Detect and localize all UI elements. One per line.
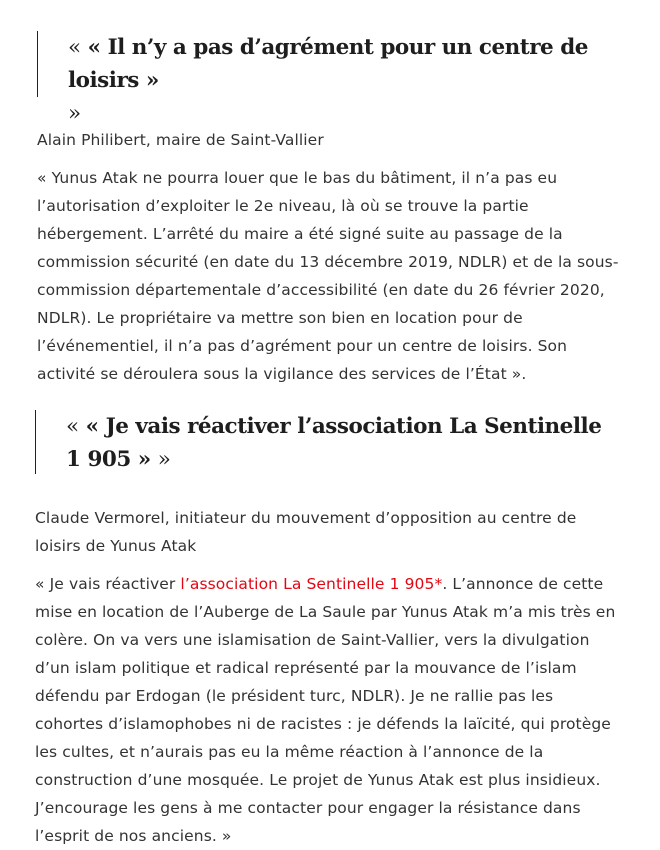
paragraph-1: « Yunus Atak ne pourra louer que le bas du bâtiment, il n’a pas eu l’autorisation d’exploiter le 2e niveau, là où se trouve la partie hébergement. L’arrêté du maire a été signé suite au passage de la commission sécurité (en date du 13 décembre 2019, NDLR) et de la sous-commission départementale d’accessibilité (en date du 26 février 2020, NDLR). Le propriétaire va mettre son bien en location pour de l’événementiel, il n’a pas d’agrément pour un centre de loisirs. Son activité se déroulera sous la vigilance des services de l’État ». [37, 169, 619, 383]
paragraph-2-lead: « Je vais réactiver [35, 575, 181, 593]
attribution-1: Alain Philibert, maire de Saint-Vallier [37, 131, 324, 149]
pullquote-2 [35, 410, 621, 474]
pullquote-1-open-mark: « [68, 35, 81, 60]
pullquote-2-close-mark: » [157, 447, 171, 472]
pullquote-1-headline: « Il n’y a pas d’agrément pour un centre de loisirs » [68, 35, 588, 93]
sentinelle-association-link[interactable]: l’association La Sentinelle 1 905* [180, 575, 443, 593]
paragraph-2 [35, 570, 625, 850]
attribution-2: Claude Vermorel, initiateur du mouvement d’opposition au centre de loisirs de Yunus Atak [35, 509, 577, 555]
pullquote-2-headline-line1: « Je vais réactiver l’association La Sentinelle [85, 414, 602, 439]
pullquote-2-headline-line2: 1 905 » [66, 447, 151, 472]
pullquote-1-close-mark: » [68, 101, 81, 126]
pullquote-1-text [68, 31, 623, 130]
pullquote-2-text [66, 410, 621, 476]
pullquote-2-open-mark: « [66, 414, 79, 439]
paragraph-2-body: . L’annonce de cette mise en location de l’Auberge de La Saule par Yunus Atak m’a mis très en colère. On va vers une islamisation de Saint-Vallier, vers la divulgation d’un islam politique et radical représenté par la mouvance de l’islam défendu par Erdogan (le président turc, NDLR). Je ne rallie pas les cohortes d’islamophobes ni de racistes : je défends la laïcité, qui protège les cultes, et n’aurais pas eu la même réaction à l’annonce de la construction d’une mosquée. Le projet de Yunus Atak est plus insidieux. J’encourage les gens à me contacter pour engager la résistance dans l’esprit de nos anciens. » [35, 575, 616, 845]
pullquote-1 [37, 31, 623, 126]
